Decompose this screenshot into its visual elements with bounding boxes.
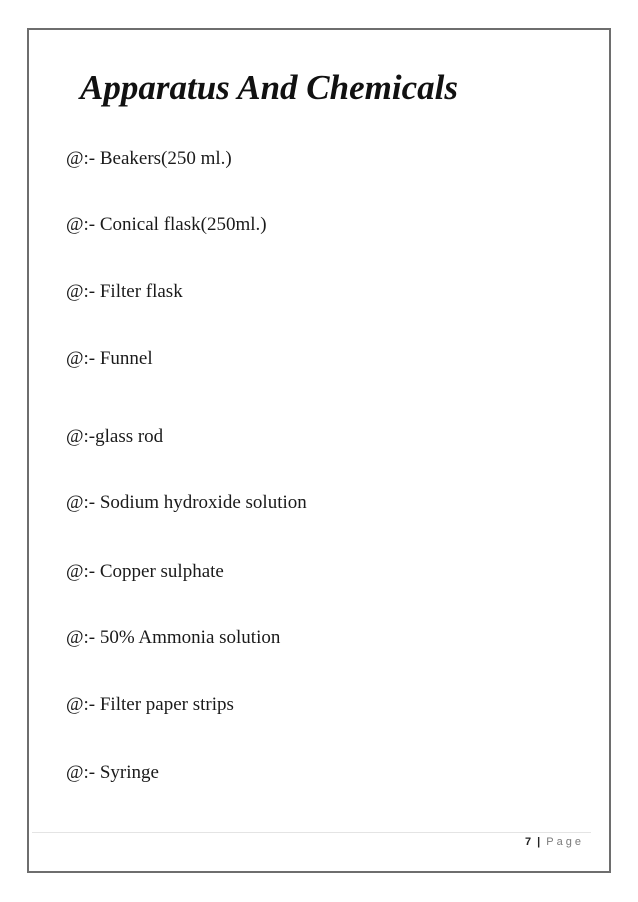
page-footer — [525, 835, 584, 849]
page-number: 7 — [524, 836, 532, 848]
list-item-sodium-hydroxide: @:- Sodium hydroxide solution — [66, 492, 307, 513]
list-item-glass-rod: @:-glass rod — [66, 426, 164, 447]
footer-separator: | — [537, 836, 541, 848]
footer-divider — [32, 832, 591, 833]
page-label: Page — [546, 836, 584, 848]
list-item-filter-flask: @:- Filter flask — [66, 281, 183, 302]
list-item-ammonia-solution: @:- 50% Ammonia solution — [66, 627, 281, 648]
list-item-conical-flask: @:- Conical flask(250ml.) — [66, 214, 267, 235]
list-item-filter-paper: @:- Filter paper strips — [66, 694, 234, 715]
list-item-copper-sulphate: @:- Copper sulphate — [66, 561, 224, 582]
list-item-beakers: @:- Beakers(250 ml.) — [66, 148, 232, 169]
list-item-funnel: @:- Funnel — [66, 348, 153, 369]
page-title: Apparatus And Chemicals — [80, 68, 458, 107]
list-item-syringe: @:- Syringe — [66, 762, 159, 783]
